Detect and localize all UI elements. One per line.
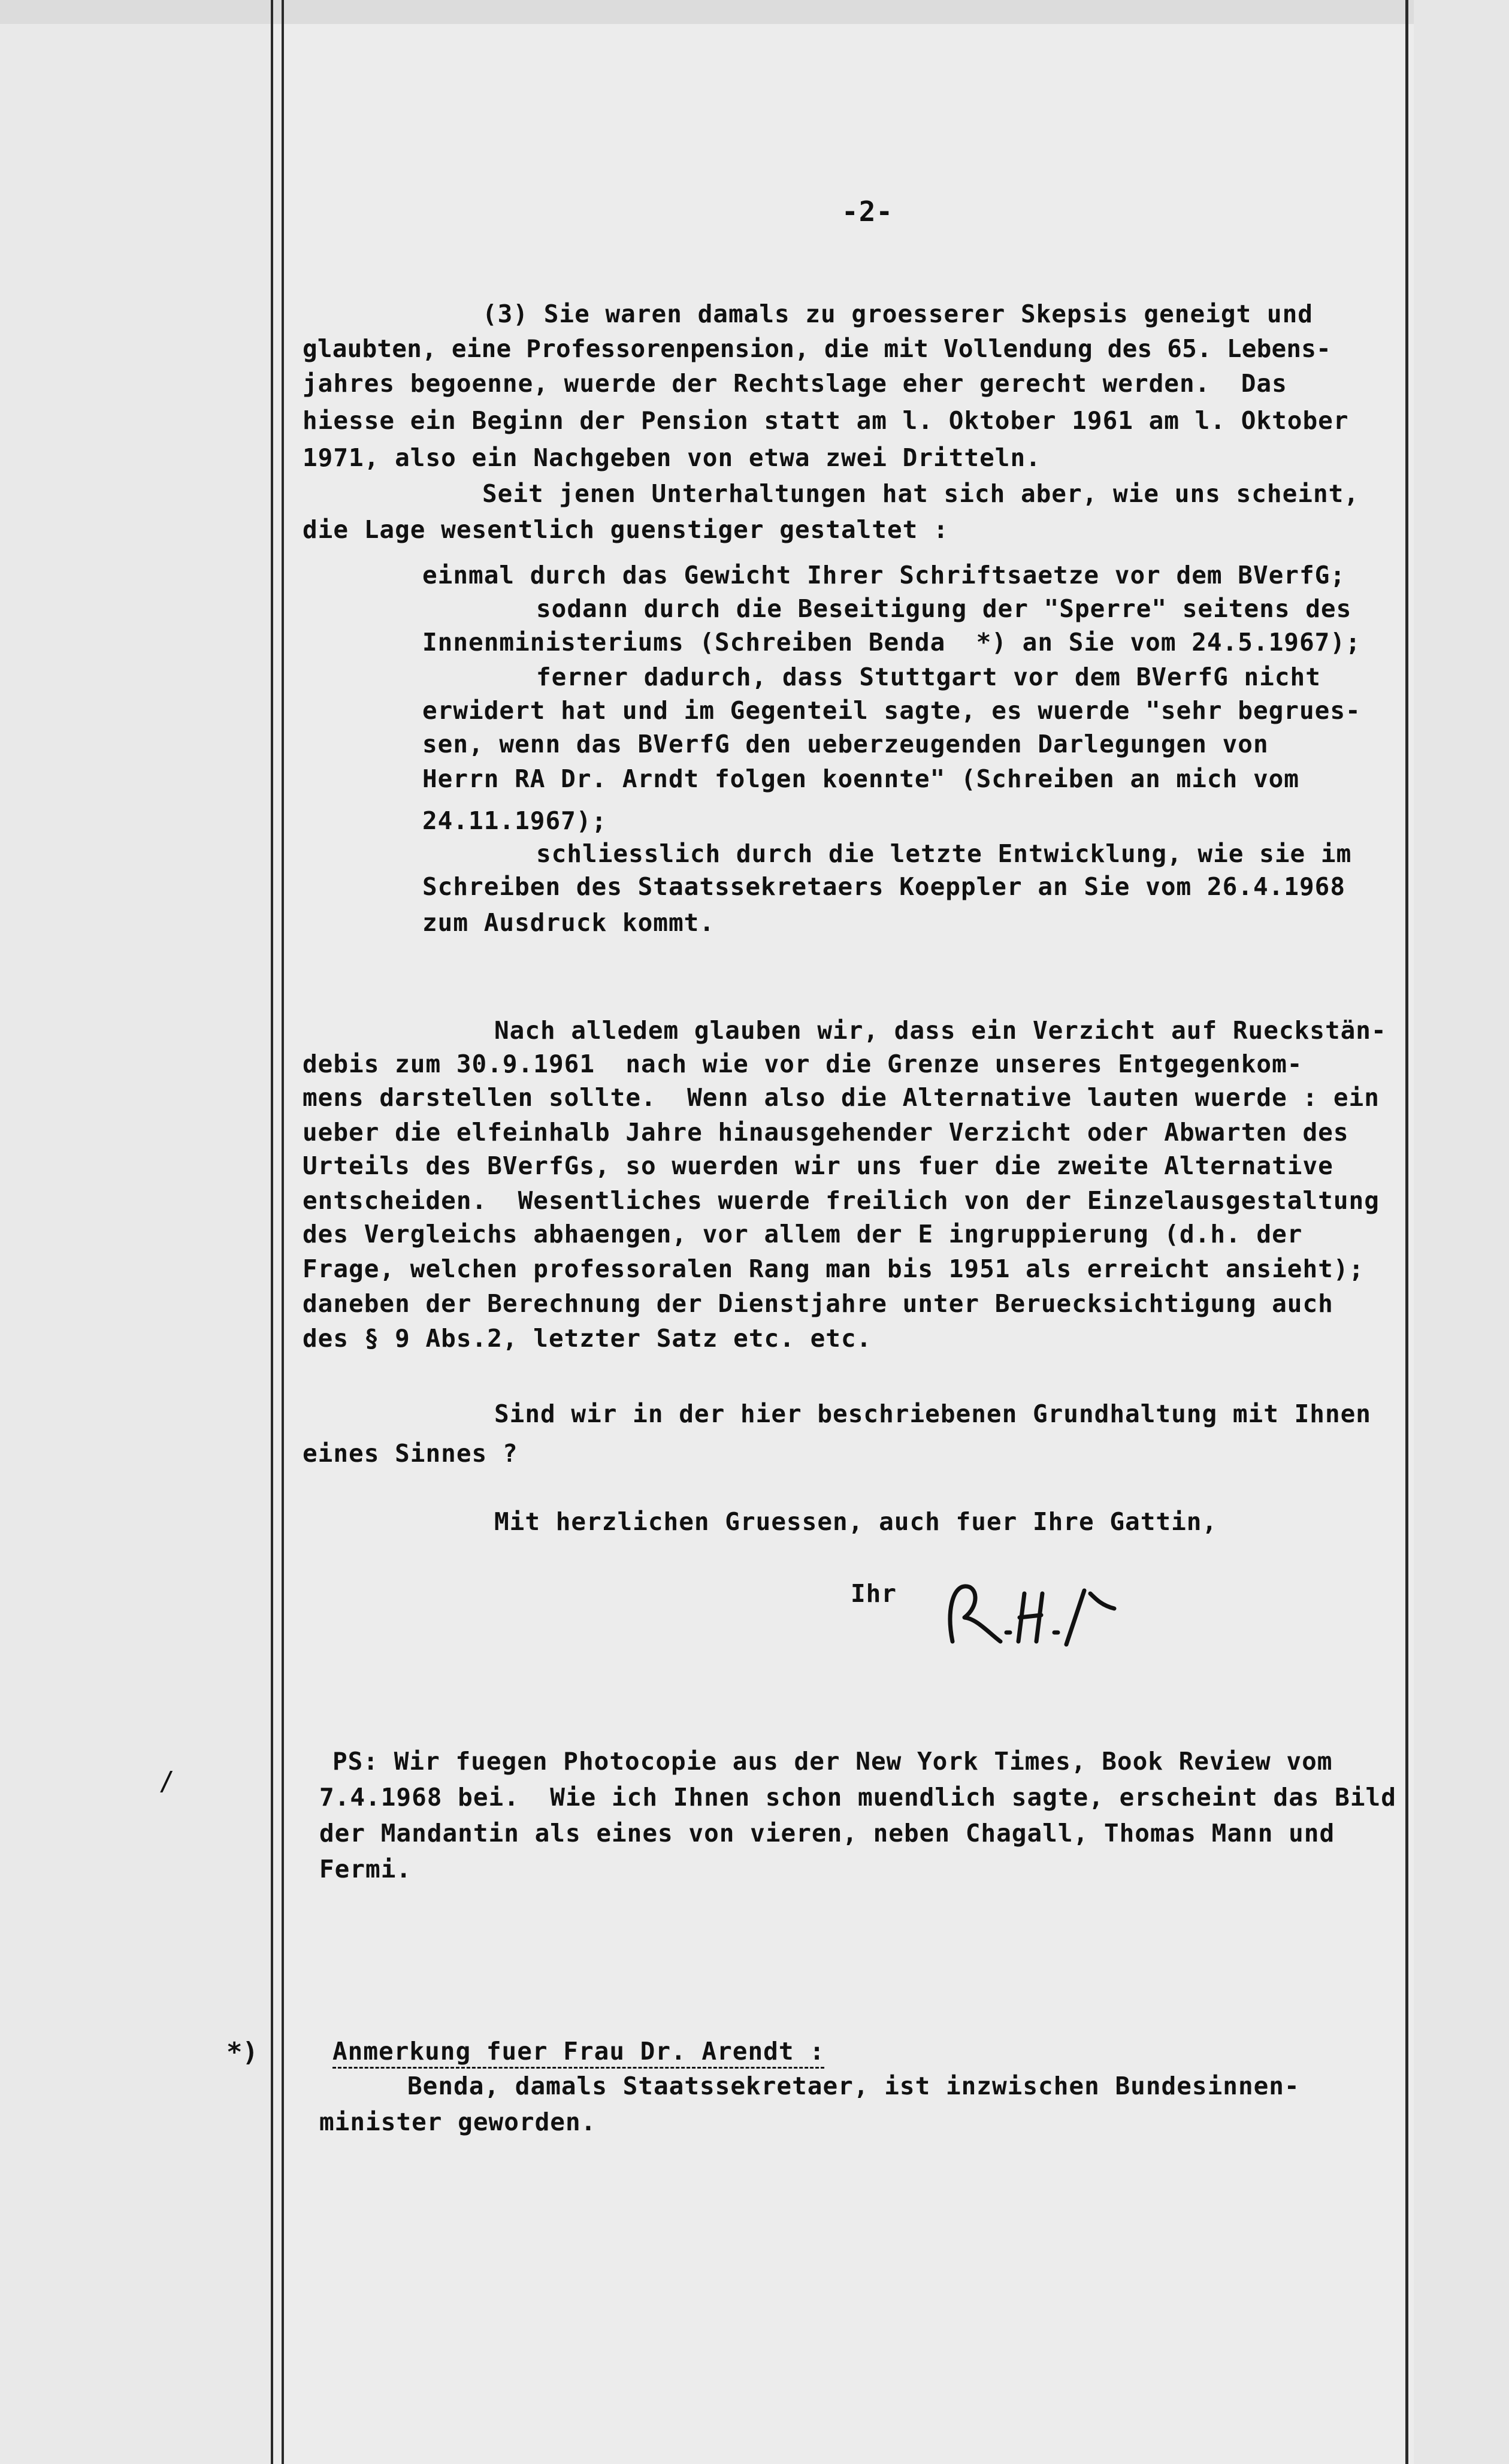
paragraph-3-line: 1971, also ein Nachgeben von etwa zwei Dritteln. xyxy=(303,443,1041,472)
paragraph-3-line: hiesse ein Beginn der Pension statt am l. Oktober 1961 am l. Oktober xyxy=(303,406,1349,435)
ps-line: 7.4.1968 bei. Wie ich Ihnen schon muendlich sagte, erscheint das Bild xyxy=(319,1783,1396,1812)
paragraph-3-line: glaubten, eine Professorenpension, die mit Vollendung des 65. Lebens- xyxy=(303,334,1332,363)
paragraph-5-line: daneben der Berechnung der Dienstjahre unter Beruecksichtigung auch xyxy=(303,1289,1333,1318)
signature xyxy=(941,1576,1120,1653)
ps-line: Fermi. xyxy=(319,1855,412,1883)
left-rule-line xyxy=(271,0,273,2464)
list-line: zum Ausdruck kommt. xyxy=(422,908,715,937)
footnote-marker: *) xyxy=(226,2037,258,2067)
left-margin xyxy=(0,0,271,2464)
paragraph-5-line: des § 9 Abs.2, letzter Satz etc. etc. xyxy=(303,1324,872,1353)
top-margin xyxy=(0,0,1509,24)
left-rule-line-inner xyxy=(282,0,284,2464)
list-line: Herrn RA Dr. Arndt folgen koennte" (Schreiben an mich vom xyxy=(422,764,1299,793)
list-line: sodann durch die Beseitigung der "Sperre" seitens des xyxy=(536,594,1352,623)
paragraph-5-line: des Vergleichs abhaengen, vor allem der E ingruppierung (d.h. der xyxy=(303,1220,1303,1248)
closing-line: Mit herzlichen Gruessen, auch fuer Ihre Gattin, xyxy=(494,1507,1218,1536)
right-rule-line xyxy=(1405,0,1408,2464)
list-line: einmal durch das Gewicht Ihrer Schriftsaetze vor dem BVerfG; xyxy=(422,561,1346,589)
list-line: 24.11.1967); xyxy=(422,806,607,835)
paragraph-4-line: die Lage wesentlich guenstiger gestaltet : xyxy=(303,515,949,544)
paragraph-3-line: (3) Sie waren damals zu groesserer Skepsis geneigt und xyxy=(482,300,1313,328)
paragraph-5-line: Urteils des BVerfGs, so wuerden wir uns fuer die zweite Alternative xyxy=(303,1151,1333,1180)
footnote-line: Benda, damals Staatssekretaer, ist inzwischen Bundesinnen- xyxy=(407,2072,1300,2100)
list-line: sen, wenn das BVerfG den ueberzeugenden Darlegungen von xyxy=(422,730,1269,758)
paragraph-5-line: Nach alledem glauben wir, dass ein Verzicht auf Rueckstän- xyxy=(494,1016,1387,1045)
paragraph-6-line: Sind wir in der hier beschriebenen Grundhaltung mit Ihnen xyxy=(494,1399,1371,1428)
list-line: ferner dadurch, dass Stuttgart vor dem BVerfG nicht xyxy=(536,663,1321,691)
footnote-line: minister geworden. xyxy=(319,2108,597,2136)
paragraph-6-line: eines Sinnes ? xyxy=(303,1439,518,1468)
list-line: schliesslich durch die letzte Entwicklung, wie sie im xyxy=(536,839,1352,868)
paragraph-5-line: debis zum 30.9.1961 nach wie vor die Grenze unseres Entgegenkom- xyxy=(303,1050,1303,1078)
ps-line: der Mandantin als eines von vieren, neben Chagall, Thomas Mann und xyxy=(319,1819,1335,1848)
paragraph-5-line: ueber die elfeinhalb Jahre hinausgehender Verzicht oder Abwarten des xyxy=(303,1118,1349,1147)
ps-line: PS: Wir fuegen Photocopie aus der New York Times, Book Review vom xyxy=(332,1747,1333,1776)
paragraph-3-line: jahres begoenne, wuerde der Rechtslage eher gerecht werden. Das xyxy=(303,369,1287,398)
salutation: Ihr xyxy=(851,1579,897,1608)
list-line: Innenministeriums (Schreiben Benda *) an Sie vom 24.5.1967); xyxy=(422,628,1361,657)
list-line: erwidert hat und im Gegenteil sagte, es wuerde "sehr begrues- xyxy=(422,696,1361,725)
paragraph-4-line: Seit jenen Unterhaltungen hat sich aber, wie uns scheint, xyxy=(482,479,1359,508)
list-line: Schreiben des Staatssekretaers Koeppler an Sie vom 26.4.1968 xyxy=(422,872,1346,901)
right-margin xyxy=(1414,0,1509,2464)
paragraph-5-line: mens darstellen sollte. Wenn also die Alternative lauten wuerde : ein xyxy=(303,1083,1380,1112)
footnote-heading: Anmerkung fuer Frau Dr. Arendt : xyxy=(332,2037,825,2066)
paragraph-5-line: entscheiden. Wesentliches wuerde freilich von der Einzelausgestaltung xyxy=(303,1186,1380,1215)
paragraph-5-line: Frage, welchen professoralen Rang man bis 1951 als erreicht ansieht); xyxy=(303,1254,1365,1283)
margin-slash-mark: / xyxy=(159,1766,175,1797)
page-number: -2- xyxy=(842,195,894,228)
